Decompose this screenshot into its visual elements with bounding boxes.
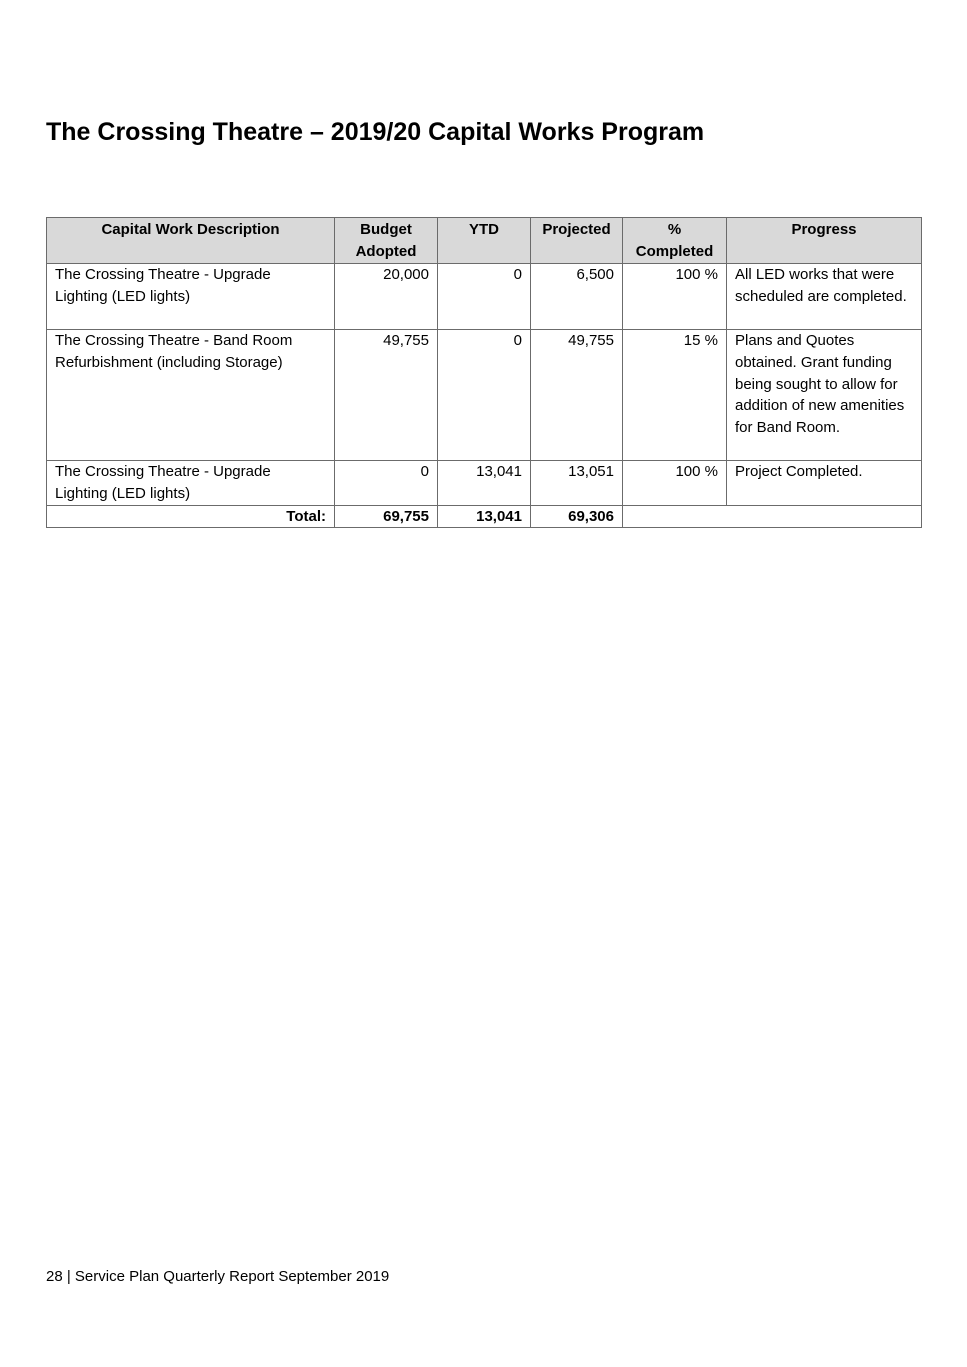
cell-progress: All LED works that were scheduled are completed. [727,264,922,330]
header-ytd: YTD [438,218,531,264]
cell-ytd: 13,041 [438,461,531,506]
header-projected: Projected [531,218,623,264]
header-budget-line1: Budget [360,221,412,238]
page-footer: 28 | Service Plan Quarterly Report September 2019 [46,1268,390,1285]
total-projected: 69,306 [531,505,623,528]
cell-projected: 49,755 [531,330,623,461]
header-description: Capital Work Description [47,218,335,264]
header-budget-line2: Adopted [355,242,417,260]
cell-progress: Plans and Quotes obtained. Grant funding being sought to allow for addition of new amenities for Band Room. [727,330,922,461]
cell-percent: 15 % [623,330,727,461]
total-label: Total: [47,505,335,528]
capital-works-table [46,217,922,528]
cell-percent: 100 % [623,264,727,330]
page-title: The Crossing Theatre – 2019/20 Capital Works Program [46,118,705,146]
cell-progress: Project Completed. [727,461,922,506]
cell-percent: 100 % [623,461,727,506]
cell-ytd: 0 [438,264,531,330]
header-progress: Progress [727,218,922,264]
header-percent-line1: % [667,221,682,238]
cell-description: The Crossing Theatre - Band Room Refurbishment (including Storage) [47,330,335,461]
cell-budget: 0 [335,461,438,506]
header-budget-adopted [335,218,438,264]
table-row [47,330,922,461]
cell-description: The Crossing Theatre - Upgrade Lighting (LED lights) [47,461,335,506]
total-empty-cell [623,505,922,528]
total-budget: 69,755 [335,505,438,528]
cell-budget: 20,000 [335,264,438,330]
table-row [47,264,922,330]
total-row [47,505,922,528]
header-percent-completed [623,218,727,264]
cell-description: The Crossing Theatre - Upgrade Lighting (LED lights) [47,264,335,330]
header-percent-line2: Completed [635,242,714,260]
table-row [47,461,922,506]
table-header-row [47,218,922,264]
cell-ytd: 0 [438,330,531,461]
total-ytd: 13,041 [438,505,531,528]
cell-budget: 49,755 [335,330,438,461]
cell-projected: 13,051 [531,461,623,506]
cell-projected: 6,500 [531,264,623,330]
